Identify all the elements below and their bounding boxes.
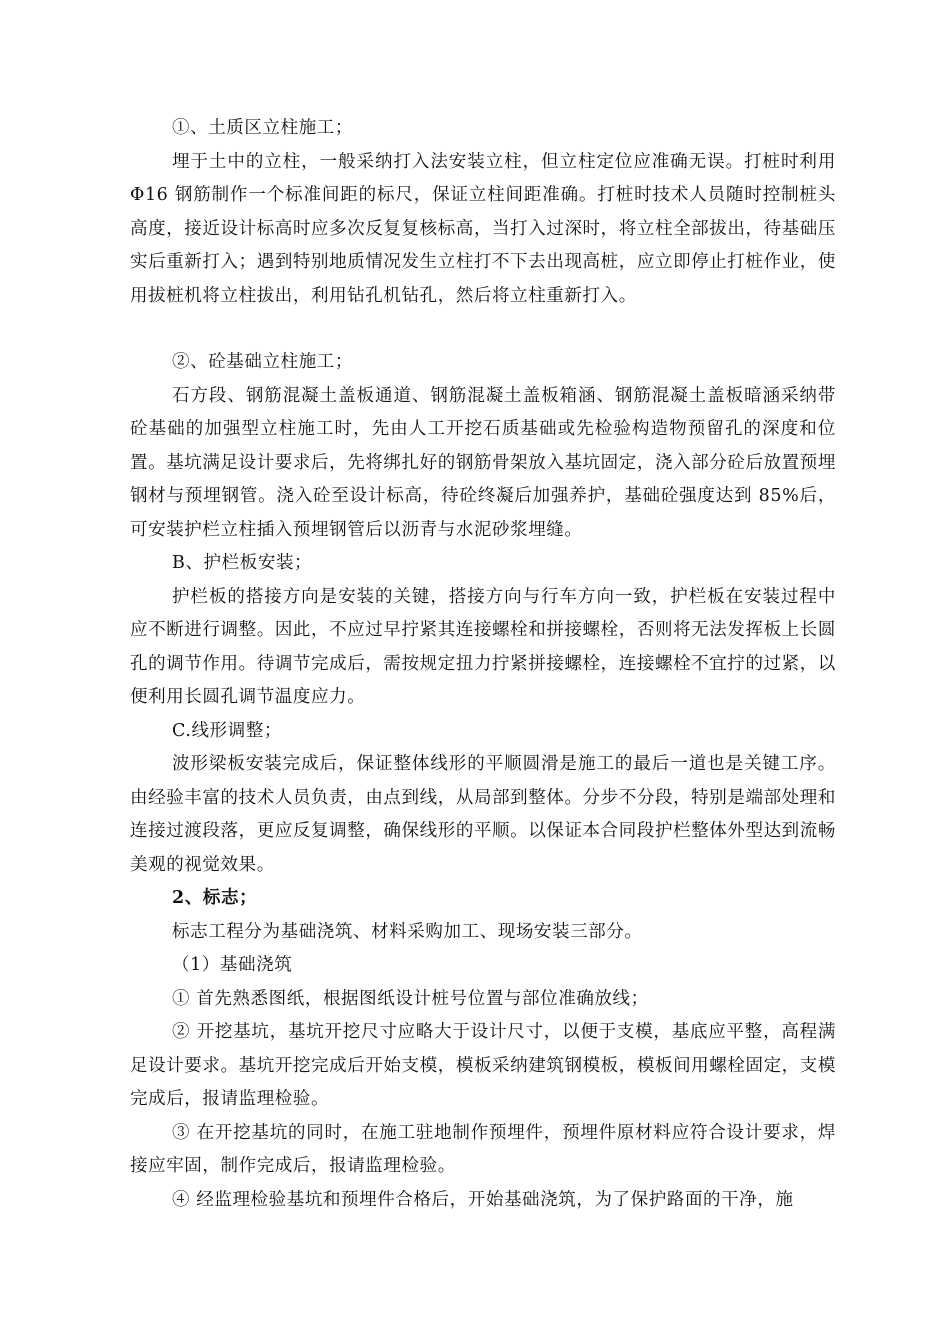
paragraph-signs-intro: 标志工程分为基础浇筑、材料采购加工、现场安装三部分。 <box>172 921 643 942</box>
paragraph-foundation-step-2: ② 开挖基坑，基坑开挖尺寸应略大于设计尺寸，以便于支模，基底应平整，高程满足设计要求。基坑开挖完成后开始支模，模板采纳建筑钢模板，模板间用螺栓固定，支模完成后，报请监理检验。 <box>130 1022 836 1109</box>
subsection-heading-soil-columns: ①、土质区立柱施工； <box>172 118 353 138</box>
paragraph-foundation-step-3: ③ 在开挖基坑的同时，在施工驻地制作预埋件，预埋件原材料应符合设计要求，焊接应牢固，制作完成后，报请监理检验。 <box>130 1122 836 1176</box>
subsection-heading-concrete-columns: ②、砼基础立柱施工； <box>172 352 353 372</box>
subsection-heading-guardrail-install: B、护栏板安装； <box>172 553 313 573</box>
paragraph-guardrail-install: 护栏板的搭接方向是安装的关键，搭接方向与行车方向一致，护栏板在安装过程中应不断进行调整。因此，不应过早拧紧其连接螺栓和拼接螺栓，否则将无法发挥板上长圆孔的调节作用。待调节完成后，需按规定扭力拧紧拼接螺栓，连接螺栓不宜拧的过紧，以便利用长圆孔调节温度应力。 <box>130 586 836 707</box>
subsection-heading-foundation: （1）基础浇筑 <box>172 955 293 975</box>
paragraph-foundation-step-1: ① 首先熟悉图纸，根据图纸设计桩号位置与部位准确放线； <box>172 988 649 1009</box>
paragraph-concrete-columns: 石方段、钢筋混凝土盖板通道、钢筋混凝土盖板箱涵、钢筋混凝土盖板暗涵采纳带砼基础的加强型立柱施工时，先由人工开挖石质基础或先检验构造物预留孔的深度和位置。基坑满足设计要求后，先将绑扎好的钢筋骨架放入基坑固定，浇入部分砼后放置预埋钢材与预埋钢管。浇入砼至设计标高，待砼终凝后加强养护，基础砼强度达到 85%后，可安装护栏立柱插入预埋钢管后以沥青与水泥砂浆埋缝。 <box>130 385 836 540</box>
paragraph-alignment: 波形梁板安装完成后，保证整体线形的平顺圆滑是施工的最后一道也是关键工序。由经验丰富的技术人员负责，由点到线，从局部到整体。分步不分段，特别是端部处理和连接过渡段落，更应反复调整，确保线形的平顺。以保证本合同段护栏整体外型达到流畅美观的视觉效果。 <box>130 754 836 875</box>
section-heading-signs: 2、标志； <box>172 888 258 908</box>
paragraph-spacer <box>130 313 836 346</box>
document-body <box>130 112 836 1217</box>
paragraph-soil-columns: 埋于土中的立柱，一般采纳打入法安装立柱，但立柱定位应准确无误。打桩时利用 Φ16 钢筋制作一个标准间距的标尺，保证立柱间距准确。打桩时技术人员随时控制桩头高度，接近设计标高时应多次反复复核标高，当打入过深时，将立柱全部拔出，待基础压实后重新打入；遇到特别地质情况发生立柱打不下去出现高桩，应立即停止打桩作业，使用拔桩机将立柱拔出，利用钻孔机钻孔，然后将立柱重新打入。 <box>130 151 836 306</box>
paragraph-foundation-step-4: ④ 经监理检验基坑和预埋件合格后，开始基础浇筑，为了保护路面的干净，施 <box>172 1189 794 1210</box>
subsection-heading-alignment: C.线形调整； <box>172 720 283 741</box>
